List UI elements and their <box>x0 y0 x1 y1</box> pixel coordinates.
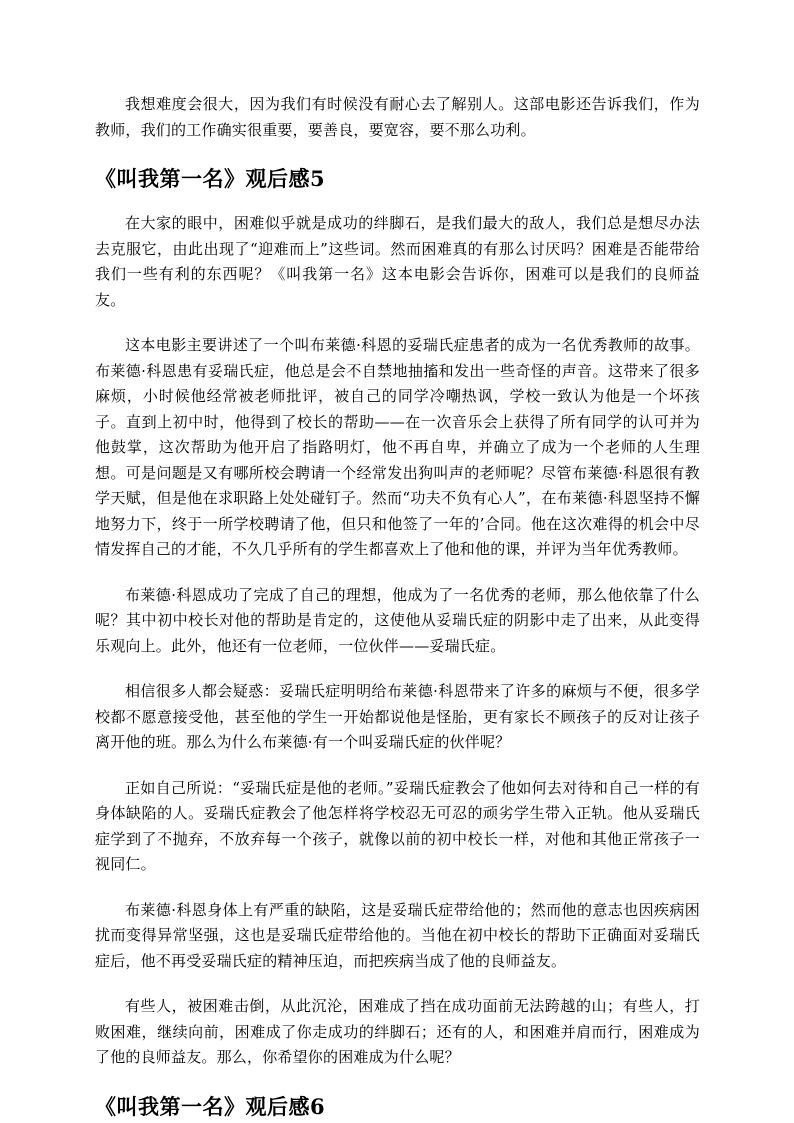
section-heading-6: 《叫我第一名》观后感6 <box>95 1093 326 1119</box>
paragraph-5-3: 布莱德·科恩成功了完成了自己的理想，他成为了一名优秀的老师，那么他依靠了什么呢？其中初中校长对他的帮助是肯定的，这使他从妥瑞氏症的阴影中走了出来，从此变得乐观向上。此外，他还有一位老师，一位伙伴——妥瑞氏症。 <box>95 585 700 655</box>
document-page <box>95 92 700 1121</box>
section-heading-5: 《叫我第一名》观后感5 <box>95 166 326 191</box>
paragraph-5-5: 正如自己所说：“妥瑞氏症是他的老师。”妥瑞氏症教会了他如何去对待和自己一样的有身体缺陷的人。妥瑞氏症教会了他怎样将学校忍无可忍的顽劣学生带入正轨。他从妥瑞氏症学到了不抛弃，不放弃每一个孩子，就像以前的初中校长一样，对他和其他正常孩子一视同仁。 <box>95 778 700 873</box>
paragraph-5-6: 布莱德·科恩身体上有严重的缺陷，这是妥瑞氏症带给他的；然而他的意志也因疾病困扰而变得异常坚强，这也是妥瑞氏症带给他的。当他在初中校长的帮助下正确面对妥瑞氏症后，他不再受妥瑞氏症的精神压迫，而把疾病当成了他的良师益友。 <box>95 900 700 970</box>
paragraph-5-1: 在大家的眼中，困难似乎就是成功的绊脚石，是我们最大的敌人，我们总是想尽办法去克服它，由此出现了“迎难而上”这些词。然而困难真的有那么讨厌吗？困难是否能带给我们一些有利的东西呢？《叫我第一名》这本电影会告诉你，困难可以是我们的良师益友。 <box>95 214 700 309</box>
paragraph-5-4: 相信很多人都会疑惑：妥瑞氏症明明给布莱德·科恩带来了许多的麻烦与不便，很多学校都不愿意接受他，甚至他的学生一开始都说他是怪胎，更有家长不顾孩子的反对让孩子离开他的班。那么为什么布莱德·有一个叫妥瑞氏症的伙伴呢？ <box>95 682 700 751</box>
paragraph-5-7: 有些人，被困难击倒，从此沉沦，困难成了挡在成功面前无法跨越的山；有些人，打败困难，继续向前，困难成了你走成功的绊脚石；还有的人，和困难并肩而行，困难成为了他的良师益友。那么，你希望你的困难成为什么呢？ <box>95 997 700 1066</box>
paragraph-intro: 我想难度会很大，因为我们有时候没有耐心去了解别人。这部电影还告诉我们，作为教师，我们的工作确实很重要，要善良，要宽容，要不那么功利。 <box>95 95 700 139</box>
paragraph-5-2: 这本电影主要讲述了一个叫布莱德·科恩的妥瑞氏症患者的成为一名优秀教师的故事。布莱德·科恩患有妥瑞氏症，他总是会不自禁地抽搐和发出一些奇怪的声音。这带来了很多麻烦，小时候他经常被老师批评，被自己的同学冷嘲热讽，学校一致认为他是一个坏孩子。直到上初中时，他得到了校长的帮助——在一次音乐会上获得了所有同学的认可并为他鼓掌，这次帮助为他开启了指路明灯，他不再自卑，并确立了成为一个老师的人生理想。可是问题是又有哪所校会聘请一个经常发出狗叫声的老师呢？尽管布莱德·科恩很有教学天赋，但是他在求职路上处处碰钉子。然而“功夫不负有心人”，在布莱德·科恩坚持不懈地努力下，终于一所学校聘请了他，但只和他签了一年的’合同。他在这次难得的机会中尽情发挥自己的才能，不久几乎所有的学生都喜欢上了他和他的课，并评为当年优秀教师。 <box>95 336 700 558</box>
